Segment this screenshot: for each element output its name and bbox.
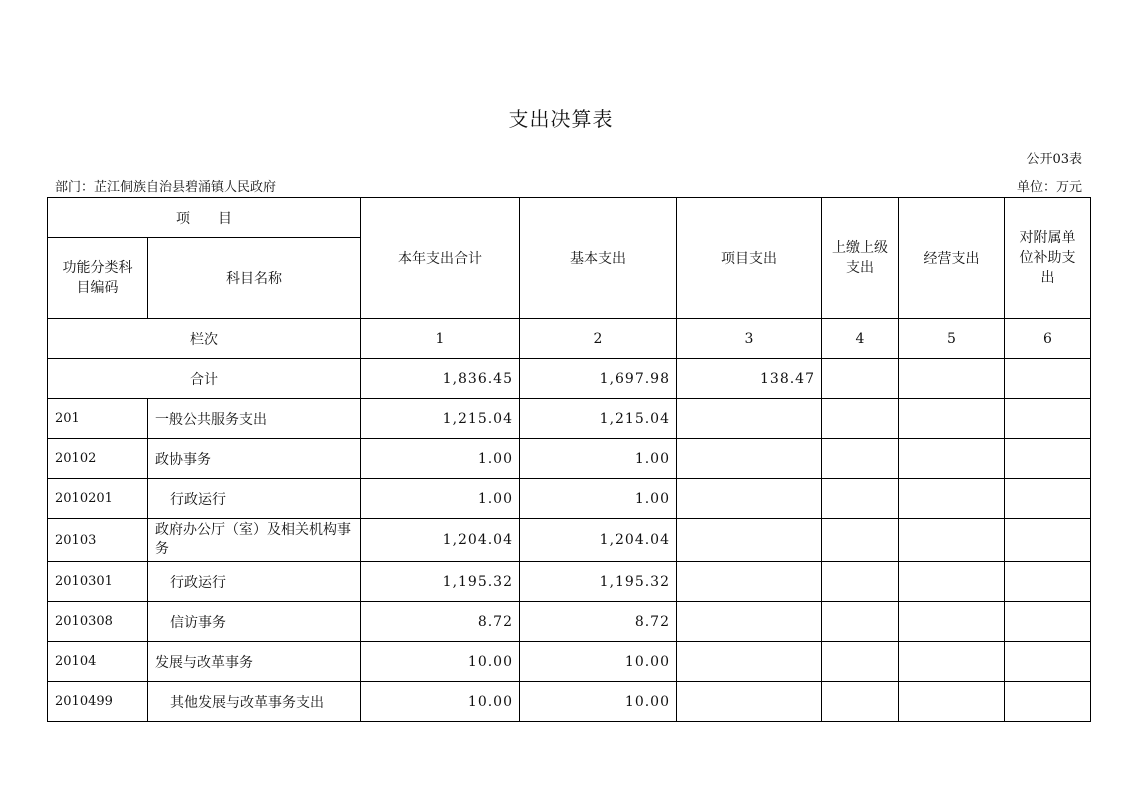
- header-upper-payment: 上缴上级支出: [822, 198, 899, 319]
- row-project: [677, 479, 822, 519]
- row-project: [677, 439, 822, 479]
- row-upper: [822, 439, 899, 479]
- row-code: 2010301: [48, 562, 148, 602]
- row-upper: [822, 642, 899, 682]
- row-total: 1.00: [361, 479, 520, 519]
- row-code: 2010499: [48, 682, 148, 722]
- row-code: 2010201: [48, 479, 148, 519]
- row-subsidy: [1005, 439, 1091, 479]
- row-total: 1.00: [361, 439, 520, 479]
- row-code: 20102: [48, 439, 148, 479]
- form-number: 公开03表: [1026, 152, 1082, 167]
- header-project-expenditure: 项目支出: [677, 198, 822, 319]
- row-basic: 1.00: [520, 439, 677, 479]
- row-subsidy: [1005, 682, 1091, 722]
- table-row: [48, 562, 1091, 602]
- table-row: [48, 519, 1091, 562]
- row-basic: 10.00: [520, 642, 677, 682]
- row-code: 201: [48, 399, 148, 439]
- col-index-label: 栏次: [48, 319, 361, 359]
- expenditure-table: [47, 197, 1091, 722]
- row-basic: 1,215.04: [520, 399, 677, 439]
- row-total: 1,215.04: [361, 399, 520, 439]
- summary-basic: 1,697.98: [520, 359, 677, 399]
- table-row: [48, 602, 1091, 642]
- row-code: 20103: [48, 519, 148, 562]
- summary-label: 合计: [48, 359, 361, 399]
- row-subsidy: [1005, 519, 1091, 562]
- row-upper: [822, 562, 899, 602]
- row-upper: [822, 519, 899, 562]
- summary-total: 1,836.45: [361, 359, 520, 399]
- row-upper: [822, 602, 899, 642]
- row-total: 1,204.04: [361, 519, 520, 562]
- header-project: 项 目: [48, 198, 361, 238]
- col-index-4: 4: [822, 319, 899, 359]
- row-name: 行政运行: [148, 562, 361, 602]
- row-name: 行政运行: [148, 479, 361, 519]
- unit-label: 单位：万元: [1016, 180, 1082, 195]
- header-subject-name: 科目名称: [148, 238, 361, 319]
- row-basic: 1,195.32: [520, 562, 677, 602]
- row-name: 政协事务: [148, 439, 361, 479]
- row-project: [677, 682, 822, 722]
- col-index-3: 3: [677, 319, 822, 359]
- table-row: [48, 642, 1091, 682]
- header-business: 经营支出: [899, 198, 1005, 319]
- summary-business: [899, 359, 1005, 399]
- table-row: [48, 439, 1091, 479]
- row-business: [899, 519, 1005, 562]
- header-total: 本年支出合计: [361, 198, 520, 319]
- row-total: 10.00: [361, 642, 520, 682]
- row-subsidy: [1005, 479, 1091, 519]
- row-total: 1,195.32: [361, 562, 520, 602]
- row-subsidy: [1005, 399, 1091, 439]
- row-upper: [822, 682, 899, 722]
- header-basic: 基本支出: [520, 198, 677, 319]
- row-basic: 1.00: [520, 479, 677, 519]
- row-name: 一般公共服务支出: [148, 399, 361, 439]
- header-func-code: 功能分类科目编码: [48, 238, 148, 319]
- table-row: [48, 399, 1091, 439]
- row-business: [899, 642, 1005, 682]
- row-subsidy: [1005, 642, 1091, 682]
- row-total: 8.72: [361, 602, 520, 642]
- row-project: [677, 562, 822, 602]
- row-subsidy: [1005, 602, 1091, 642]
- row-upper: [822, 479, 899, 519]
- summary-upper: [822, 359, 899, 399]
- page-title: 支出决算表: [508, 107, 614, 131]
- row-project: [677, 642, 822, 682]
- row-total: 10.00: [361, 682, 520, 722]
- row-business: [899, 399, 1005, 439]
- row-basic: 10.00: [520, 682, 677, 722]
- col-index-1: 1: [361, 319, 520, 359]
- row-business: [899, 682, 1005, 722]
- row-basic: 8.72: [520, 602, 677, 642]
- row-business: [899, 479, 1005, 519]
- row-project: [677, 602, 822, 642]
- row-upper: [822, 399, 899, 439]
- summary-subsidy: [1005, 359, 1091, 399]
- row-name: 发展与改革事务: [148, 642, 361, 682]
- row-name: 其他发展与改革事务支出: [148, 682, 361, 722]
- row-name: 政府办公厅（室）及相关机构事务: [148, 519, 361, 562]
- row-name: 信访事务: [148, 602, 361, 642]
- header-subsidy: 对附属单位补助支出: [1005, 198, 1091, 319]
- row-basic: 1,204.04: [520, 519, 677, 562]
- table-row: [48, 682, 1091, 722]
- row-project: [677, 519, 822, 562]
- col-index-6: 6: [1005, 319, 1091, 359]
- department-label: 部门：芷江侗族自治县碧涌镇人民政府: [55, 180, 277, 195]
- row-code: 20104: [48, 642, 148, 682]
- row-code: 2010308: [48, 602, 148, 642]
- row-subsidy: [1005, 562, 1091, 602]
- row-business: [899, 602, 1005, 642]
- row-business: [899, 439, 1005, 479]
- table-row: [48, 479, 1091, 519]
- col-index-2: 2: [520, 319, 677, 359]
- col-index-5: 5: [899, 319, 1005, 359]
- row-project: [677, 399, 822, 439]
- row-business: [899, 562, 1005, 602]
- summary-project: 138.47: [677, 359, 822, 399]
